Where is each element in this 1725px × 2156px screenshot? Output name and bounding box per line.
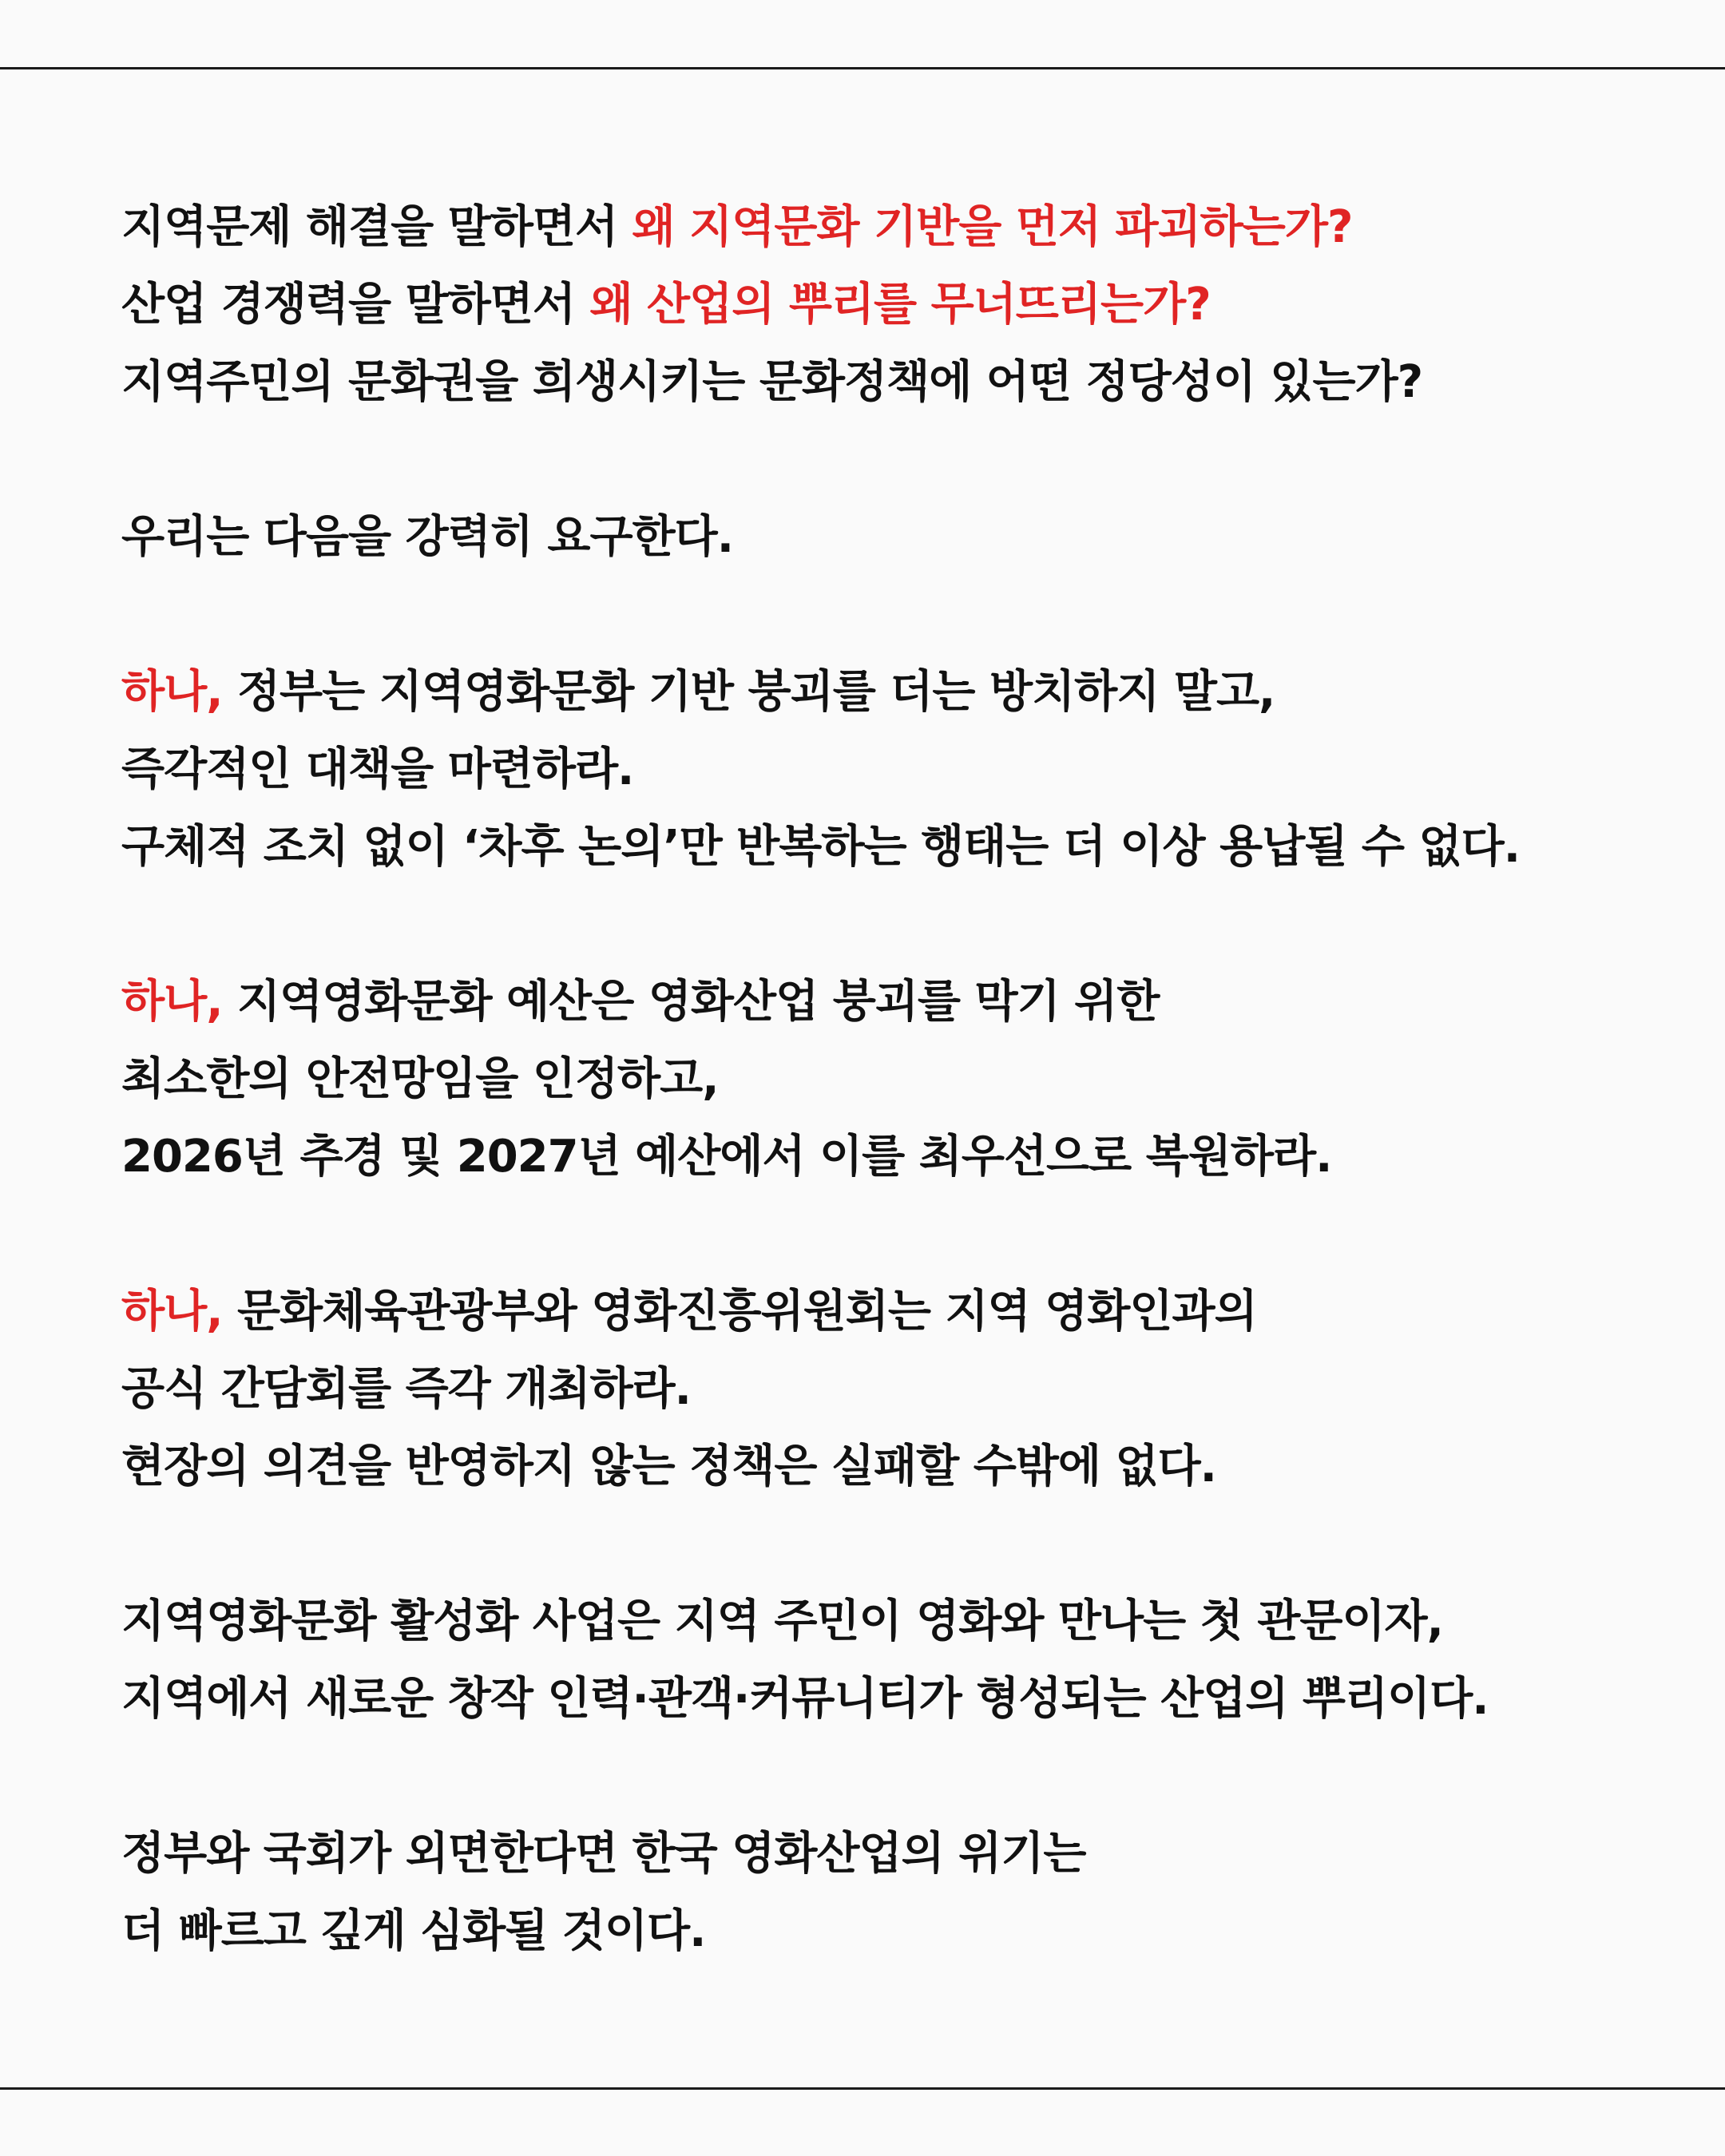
question-1-highlight: 왜 지역문화 기반을 먼저 파괴하는가? xyxy=(632,201,1353,253)
demand-3-first-text: 문화체육관광부와 영화진흥위원회는 지역 영화인과의 xyxy=(222,1286,1257,1338)
closing-2-line-1: 정부와 국회가 외면한다면 한국 영화산업의 위기는 xyxy=(121,1828,1086,1880)
statement-body xyxy=(121,188,1639,2047)
closing-1-line-1: 지역영화문화 활성화 사업은 지역 주민이 영화와 만나는 첫 관문이자, xyxy=(121,1595,1443,1647)
question-line-1 xyxy=(121,188,1639,266)
demand-2-line-2: 최소한의 안전망임을 인정하고, xyxy=(121,1053,719,1105)
demand-1-first-text: 정부는 지역영화문화 기반 붕괴를 더는 방치하지 말고, xyxy=(222,666,1275,718)
demand-item-1 xyxy=(121,653,1639,886)
demand-1-line-2: 즉각적인 대책을 마련하라. xyxy=(121,743,634,795)
demand-item-2 xyxy=(121,963,1639,1195)
demand-intro-paragraph xyxy=(121,498,1639,576)
closing-2-line-2: 더 빠르고 깊게 심화될 것이다. xyxy=(121,1905,706,1957)
question-2-text: 산업 경쟁력을 말하면서 xyxy=(121,279,590,331)
demand-2-line-3: 2026년 추경 및 2027년 예산에서 이를 최우선으로 복원하라. xyxy=(121,1131,1332,1183)
demand-3-line-2: 공식 간담회를 즉각 개최하라. xyxy=(121,1363,691,1415)
demand-1-line-1 xyxy=(121,653,1639,731)
closing-1-line-2: 지역에서 새로운 창작 인력·관객·커뮤니티가 형성되는 산업의 뿌리이다. xyxy=(121,1673,1489,1725)
closing-paragraph-1 xyxy=(121,1583,1639,1738)
demand-3-line-3: 현장의 의견을 반영하지 않는 정책은 실패할 수밖에 없다. xyxy=(121,1441,1216,1492)
demand-2-first-text: 지역영화문화 예산은 영화산업 붕괴를 막기 위한 xyxy=(222,976,1160,1028)
demand-3-line-1 xyxy=(121,1273,1639,1350)
demand-3-marker: 하나, xyxy=(121,1286,223,1338)
closing-paragraph-2 xyxy=(121,1815,1639,1970)
question-1-text: 지역문제 해결을 말하면서 xyxy=(121,201,632,253)
intro-questions xyxy=(121,188,1639,421)
demand-1-marker: 하나, xyxy=(121,666,223,718)
bottom-divider xyxy=(0,2087,1725,2090)
top-divider xyxy=(0,67,1725,69)
question-2-highlight: 왜 산업의 뿌리를 무너뜨리는가? xyxy=(589,279,1211,331)
question-line-3: 지역주민의 문화권을 희생시키는 문화정책에 어떤 정당성이 있는가? xyxy=(121,356,1423,408)
question-line-2 xyxy=(121,266,1639,343)
demand-2-marker: 하나, xyxy=(121,976,223,1028)
demand-item-3 xyxy=(121,1273,1639,1505)
demand-intro: 우리는 다음을 강력히 요구한다. xyxy=(121,511,734,563)
demand-1-line-3: 구체적 조치 없이 ‘차후 논의’만 반복하는 행태는 더 이상 용납될 수 없다. xyxy=(121,821,1520,873)
demand-2-line-1 xyxy=(121,963,1639,1040)
